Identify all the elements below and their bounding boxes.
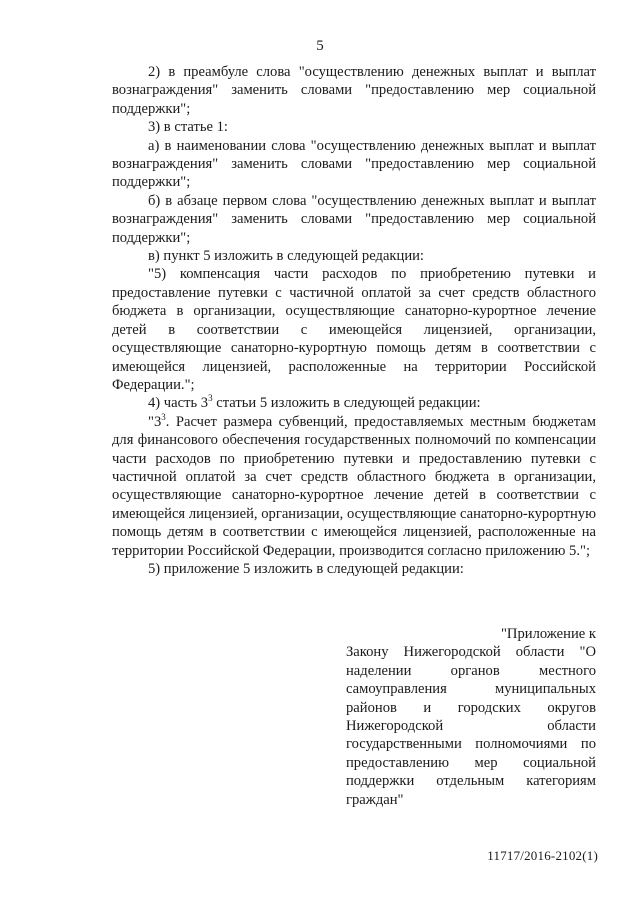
appendix-law-title: Закону Нижегородской области "О наделении органов местного самоуправления муниципальных районов и городских округов Нижегородской области государственными полномочиями по предоставлению мер социальной поддержки отдельным категориям граждан" — [346, 644, 596, 808]
text-run: 5) приложение 5 изложить в следующей редакции: — [148, 560, 464, 577]
text-run: статьи 5 изложить в следующей редакции: — [212, 395, 481, 412]
superscript: 3 — [161, 411, 166, 422]
appendix-header-block — [346, 625, 596, 809]
text-run: 4) часть 3 — [148, 395, 209, 412]
paragraph — [112, 394, 596, 412]
text-run: "3 — [148, 413, 162, 430]
text-run: в) пункт 5 изложить в следующей редакции: — [148, 248, 424, 265]
page-number: 5 — [316, 38, 324, 54]
text-run: 3) в статье 1: — [148, 119, 228, 136]
paragraph — [112, 63, 596, 118]
amendment-text — [112, 63, 596, 578]
superscript: 3 — [208, 393, 213, 404]
text-run: . Расчет размера субвенций, предоставляемых местным бюджетам для финансового обеспечения государственных полномочий по компенсации части расходов по приобретению путевки и предоставлению путевки с частичной оплатой за счет средств областного бюджета в организации, осуществляющие санаторно-курортное лечение детей в соответствии с имеющейся лицензией, организации, осуществляющие санаторно-курортную помощь детям в соответствии с имеющейся лицензией, расположенные на территории Российской Федерации, производится согласно приложению 5."; — [112, 413, 596, 559]
appendix-heading: "Приложение к — [500, 626, 596, 642]
paragraph — [112, 413, 596, 560]
text-run: 2) в преамбуле слова "осуществлению денежных выплат и выплат вознаграждения" заменить словами "предоставлению мер социальной поддержки"; — [112, 64, 596, 117]
text-run: б) в абзаце первом слова "осуществлению денежных выплат и выплат вознаграждения" заменить словами "предоставлению мер социальной поддержки"; — [112, 192, 596, 246]
paragraph — [112, 118, 596, 136]
paragraph — [112, 192, 596, 247]
paragraph — [112, 247, 596, 265]
text-run: "5) компенсация части расходов по приобретению путевки и предоставление путевки с частичной оплатой за счет средств областного бюджета в организации, осуществляющие санаторно-курортное лечение детей в соответствии с имеющейся лицензией, организации, осуществляющие санаторно-курортную помощь детям в соответствии с имеющейся лицензией, расположенные на территории Российской Федерации."; — [112, 266, 596, 393]
text-run: а) в наименовании слова "осуществлению денежных выплат и выплат вознаграждения" заменить словами "предоставлению мер социальной поддержки"; — [112, 137, 596, 191]
paragraph — [112, 137, 596, 192]
document-registration-number: 11717/2016-2102(1) — [487, 848, 598, 863]
paragraph — [112, 265, 596, 394]
paragraph — [112, 560, 596, 578]
